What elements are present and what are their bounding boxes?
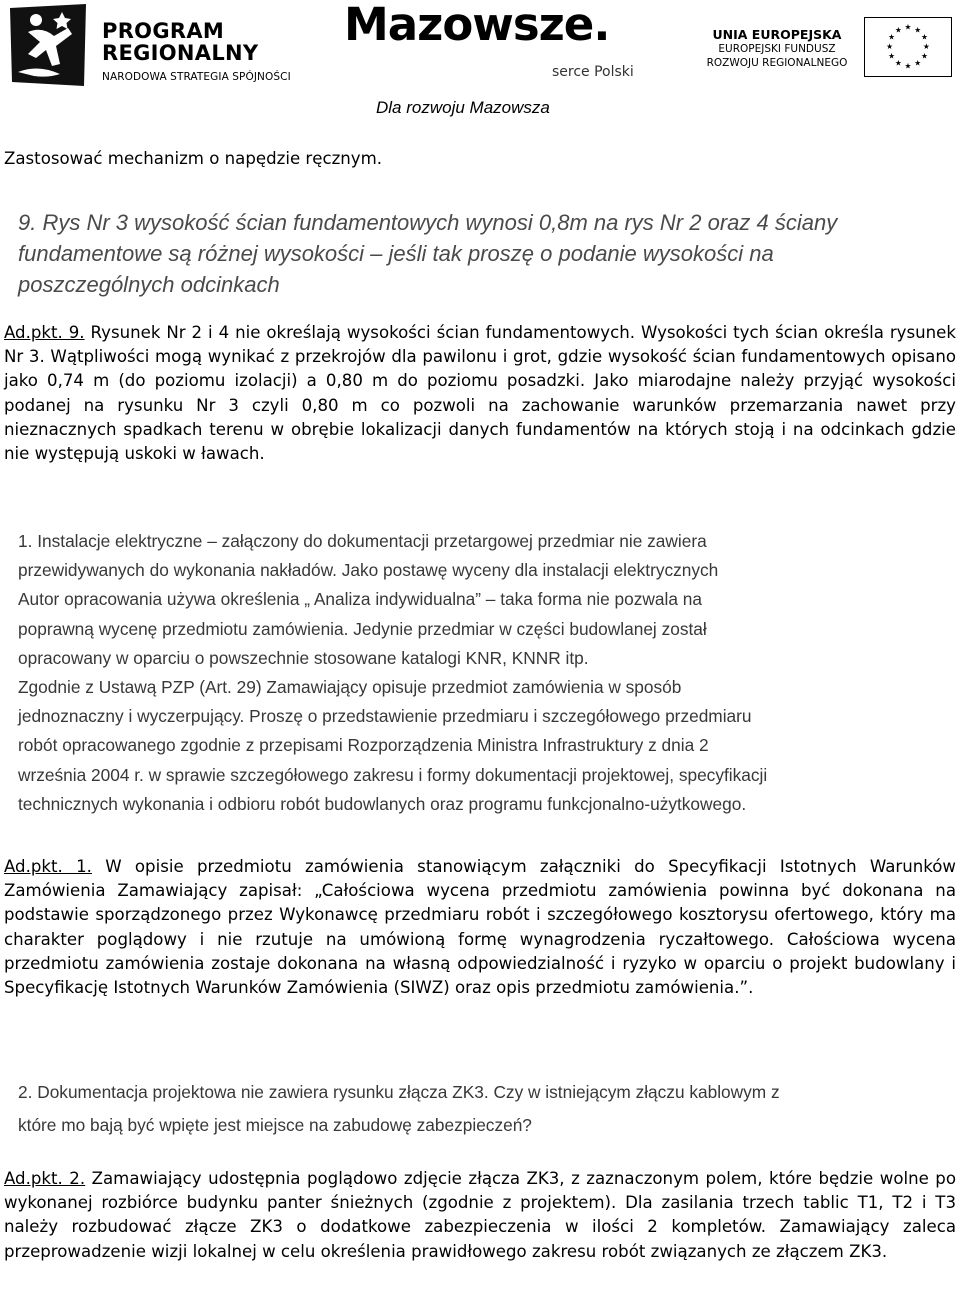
svg-text:★: ★ bbox=[904, 22, 912, 32]
svg-text:★: ★ bbox=[920, 32, 928, 42]
mazowsze-logo bbox=[344, 0, 664, 94]
question-line: jednoznaczny i wyczerpujący. Proszę o przedstawienie przedmiaru i szczegółowego przedmiaru bbox=[18, 706, 752, 727]
eu-flag-icon bbox=[864, 17, 952, 77]
answer-label: Ad.pkt. 2. bbox=[4, 1169, 86, 1188]
question-line: 2. Dokumentacja projektowa nie zawiera rysunku złącza ZK3. Czy w istniejącym złączu kablowym z bbox=[18, 1082, 780, 1102]
question-line: września 2004 r. w sprawie szczegółowego zakresu i formy dokumentacji projektowej, specyfikacji bbox=[18, 764, 768, 785]
svg-text:★: ★ bbox=[904, 61, 912, 71]
tagline: Dla rozwoju Mazowsza bbox=[376, 98, 550, 117]
eu-line-1: UNIA EUROPEJSKA bbox=[712, 27, 842, 42]
eu-logo bbox=[696, 20, 956, 84]
question-9-scan bbox=[18, 207, 948, 300]
answer-text: W opisie przedmiotu zamówienia stanowiącym załączniki do Specyfikacji Istotnych Warunków Zamówienia Zamawiający zapisał: „Całościowa wycena przedmiotu zamówienia powinna być dokonana na podstawie sporządzonego przez Wykonawcę przedmiaru robót i szczegółowego kosztorysu ofertowego, który ma charakter poglądowy i nie rzutuje na umówioną formę wynagrodzenia ryczałtowego. Całościowa wycena przedmiotu zamówienia zostaje dokonana na własną odpowiedzialność i ryzyko w oparciu o projekt budowlany i Specyfikację Istotnych Warunków Zamówienia (SIWZ) oraz opis przedmiotu zamówienia.”. bbox=[4, 857, 956, 998]
program-subtitle: NARODOWA STRATEGIA SPÓJNOŚCI bbox=[102, 71, 291, 83]
question-line: technicznych wykonania i odbioru robót budowlanych oraz programu funkcjonalno-użytkowego. bbox=[18, 793, 747, 814]
svg-text:★: ★ bbox=[914, 25, 922, 35]
answer-label: Ad.pkt. 1. bbox=[4, 857, 92, 876]
mazowsze-subtitle: serce Polski bbox=[552, 64, 634, 80]
eu-line-3: ROZWOJU REGIONALNEGO bbox=[706, 57, 848, 69]
mazowsze-wordmark: Mazowsze. bbox=[344, 0, 610, 51]
question-line: poszczególnych odcinkach bbox=[18, 272, 280, 297]
question-1-scan bbox=[18, 527, 948, 819]
question-2-scan bbox=[18, 1076, 948, 1142]
answer-1 bbox=[4, 855, 956, 1000]
question-line: przewidywanych do wykonania nakładów. Jako postawę wyceny dla instalacji elektrycznych bbox=[18, 560, 719, 581]
svg-text:★: ★ bbox=[894, 58, 902, 68]
question-line: poprawną wycenę przedmiotu zamówienia. Jedynie przedmiar w części budowlanej został bbox=[18, 618, 707, 639]
answer-2 bbox=[4, 1167, 956, 1264]
svg-text:★: ★ bbox=[888, 32, 896, 42]
program-title: PROGRAM REGIONALNY bbox=[102, 19, 259, 65]
question-line: 1. Instalacje elektryczne – załączony do dokumentacji przetargowej przedmiar nie zawiera bbox=[18, 531, 707, 551]
svg-text:★: ★ bbox=[922, 41, 930, 51]
answer-text: Rysunek Nr 2 i 4 nie określają wysokości ścian fundamentowych. Wysokości tych ścian określa rysunek Nr 3. Wątpliwości mogą wynikać z przekrojów dla pawilonu i grot, gdzie wysokość ścian fundamentowych opisano jako 0,74 m (do poziomu izolacji) a 0,80 m do poziomu posadzki. Jako miarodajne należy przyjąć wysokości podanej na rysunku Nr 3 czyli 0,80 m co pozwoli na zachowanie warunków przemarzania nawet przy nieznacznych spadkach terenu w obrębie lokalizacji danych fundamentów na których stoją i na odcinkach gdzie nie występują uskoki w ławach. bbox=[4, 323, 956, 464]
answer-label: Ad.pkt. 9. bbox=[4, 323, 85, 342]
svg-text:★: ★ bbox=[914, 58, 922, 68]
svg-text:★: ★ bbox=[920, 51, 928, 61]
question-line: Zgodnie z Ustawą PZP (Art. 29) Zamawiający opisuje przedmiot zamówienia w sposób bbox=[18, 677, 682, 698]
question-line: fundamentowe są różnej wysokości – jeśli tak proszę o podanie wysokości na bbox=[18, 241, 774, 266]
answer-9 bbox=[4, 321, 956, 466]
question-line: 9. Rys Nr 3 wysokość ścian fundamentowych wynosi 0,8m na rys Nr 2 oraz 4 ściany bbox=[18, 210, 838, 235]
svg-text:★: ★ bbox=[888, 51, 896, 61]
question-line: robót opracowanego zgodnie z przepisami Rozporządzenia Ministra Infrastruktury z dnia 2 bbox=[18, 735, 709, 756]
program-regionalny-logo bbox=[8, 0, 308, 92]
svg-text:★: ★ bbox=[894, 25, 902, 35]
answer-text: Zamawiający udostępnia poglądowo zdjęcie złącza ZK3, z zaznaczonym polem, które będzie wolne po wykonanej rozbiórce budynku panter śnieżnych (zgodnie z projektem). Dla zasilania trzech tablic T1, T2 i T3 należy rozbudować złącze ZK3 o dodatkowe zabezpieczenia w ilości 2 kompletów. Zamawiający zaleca przeprowadzenie wizji lokalnej w celu określenia prawidłowego zakresu robót związanych ze złączem ZK3. bbox=[4, 1169, 956, 1261]
question-line: Autor opracowania używa określenia „ Analiza indywidualna” – taka forma nie pozwala na bbox=[18, 589, 702, 610]
svg-text:★: ★ bbox=[886, 41, 894, 51]
eu-text bbox=[696, 28, 858, 70]
funds-figure-icon bbox=[8, 2, 88, 88]
eu-line-2: EUROPEJSKI FUNDUSZ bbox=[718, 43, 836, 55]
intro-text: Zastosować mechanizm o napędzie ręcznym. bbox=[4, 149, 383, 168]
question-line: opracowany w oparciu o powszechnie stosowane katalogi KNR, KNNR itp. bbox=[18, 647, 589, 668]
question-line: które mo bają być wpięte jest miejsce na zabudowę zabezpieczeń? bbox=[18, 1115, 532, 1135]
